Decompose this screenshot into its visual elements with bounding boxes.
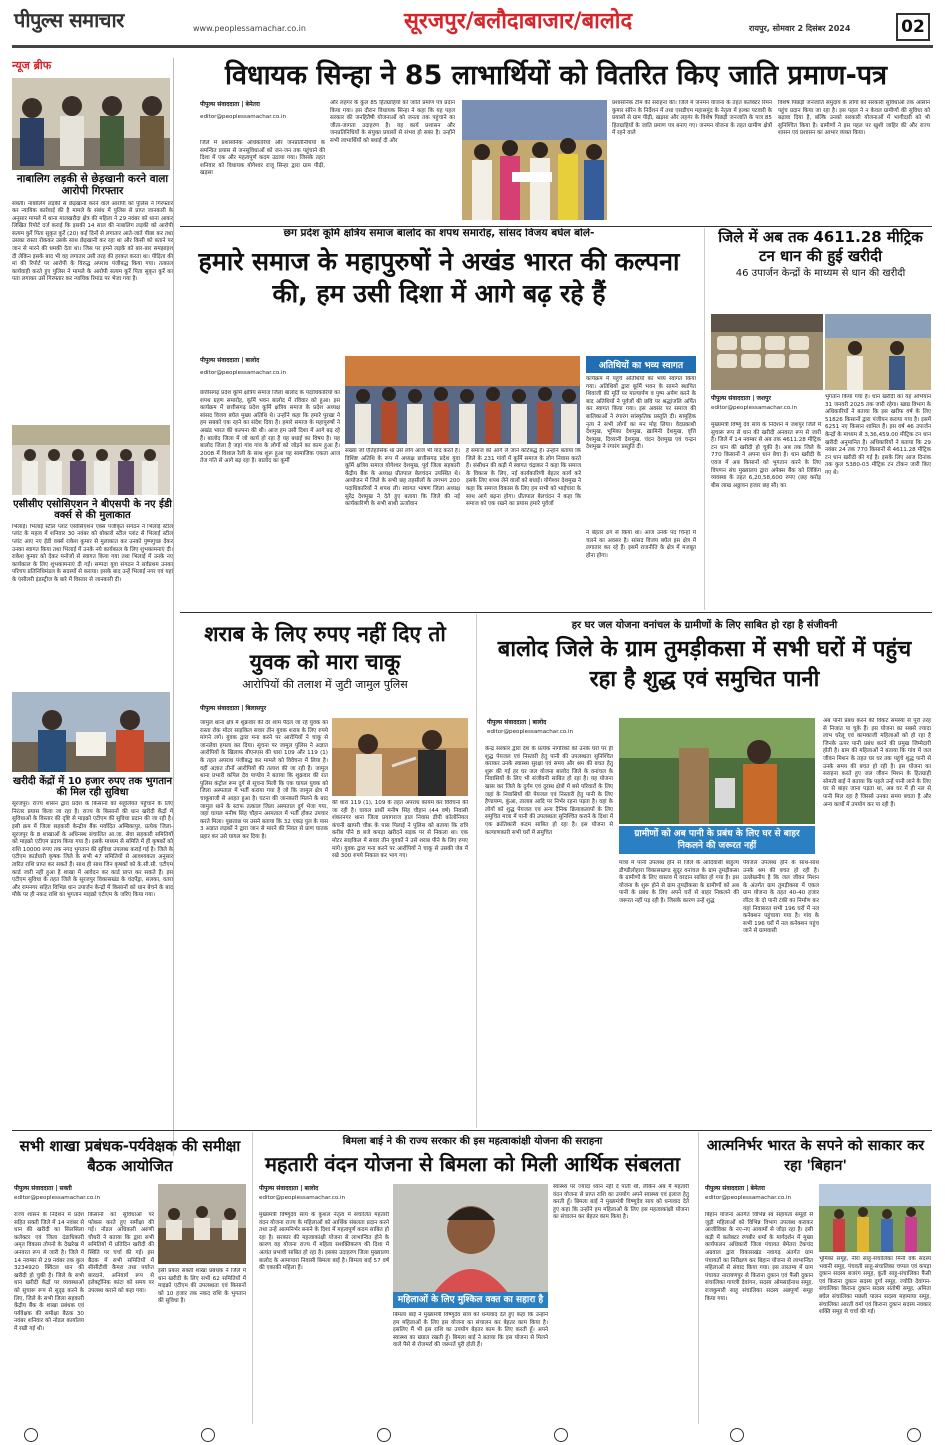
logo-text: पीपुल्स समाचार (14, 8, 124, 32)
paddy-story (704, 228, 932, 610)
liquor-story (180, 614, 470, 1128)
water-headline: बालोद जिले के ग्राम तुमड़ीकसा में सभी घरों में पहुंच रहा है शुद्ध एवं समुचित पानी (497, 637, 912, 693)
paddy-byline: पीपुल्स संवाददाता (711, 395, 751, 402)
kurmi-col-b: संख्या जो ऐतिहासिक था उसे लोग आज भी याद करते हैं। विशिष्ट अतिथि के रूप में अध्यक्ष छत्तीसगढ़ प्रदेश युवा कूर्मि क्षत्रिय समाज योगेश्वर देशमुख, पूर्व जिला सहकारी केंद्रीय बैंक के अध्यक्ष प्रीतपाल बेलचंदन उपस्थित थे। आयोजन में जिले के सभी छह तहसीलों के लगभग 200 पदाधिकारियों ने शपथ ली। स्वागत भाषण जिला अध्यक्ष सुरेंद्र देशमुख ने देते हुए बताया कि जिले की नई कार्यकारिणी के सभी साथी ऊर्जावान (345, 448, 460, 508)
review-meta: पीपुल्स संवाददाता | सक्ती editor@peoplessamachar.co.in (14, 1184, 154, 1208)
bihan-place: बेमेतरा (750, 1185, 765, 1192)
water-col-b: मात्रा में पानी उपलब्ध होने से जिले के आदिवासी बाहुल्य डौण्डीलोहारा विकासखण्ड सुदूर वनांचल के ग्राम तुमड़ीकसा के ग्रामीणों के लिए वास्तव में वरदान साबित हो गया है। इस योजना के शुरू होने से ग्राम तुमड़ीकसा के ग्रामीणों को अब पानी के प्रबंध के लिए अपने घरों से बाहर निकलने की जरूरत नहीं पड़ रही है। जिसके कारण उन्हें शुद्ध (619, 860, 739, 904)
water-col-a: केन्द्र सरकार द्वारा देश के प्रत्येक नागरिकों को उनके घरों पर ही शुद्ध पेयजल एवं निस्तारी हेतु पानी की उपलब्धता सुनिश्चित कराकर उनके स्वास्थ्य सुरक्षा एवं समय और श्रम की बचत हेतु शुरू की गई हर घर जल योजना बालोद जिले के वनांचल के निवासियों के लिए भी संजीवनी साबित हो रहा है। यह योजना खास कर जिले के दुर्गम एवं दूरस्थ क्षेत्रों में बसे परिवारों के लिए जहां के निवासियों की पेयजल एवं निस्तारी हेतु पानी के लिए हैण्डपम्प, कुंआ, तालाब आदि पर निर्भर रहना पड़ता है। वहां के लोगों को शुद्ध पेयजल एवं अन्य दैनिक क्रियाकलापों के लिए समुचित मात्रा में पानी की उपलब्धता सुनिश्चित कराने के दिशा में एक क्रांतिकारी कदम साबित हो रहा है। इस योजना से कल्याणकारी सभी घरों में समुचित (485, 746, 613, 836)
kurmi-kicker: छग प्रदेश कूर्मि क्षत्रिय समाज बालोद का शपथ समारोह, सांसद विजय बघेल बोले- (283, 228, 595, 239)
water-meta: पीपुल्स संवाददाता | बालोद editor@peoplessamachar.co.in (487, 718, 617, 742)
registration-mark-icon (907, 1428, 921, 1442)
bihan-byline: पीपुल्स संवाददाता (705, 1185, 745, 1192)
bimla-col-a: मुख्यमंत्री विष्णुदेव साय के कुशल नेतृत्व में संचालित महतारी वंदन योजना राज्य के महिलाओं को आर्थिक संबलता प्रदान करने तथा उन्हें आत्मनिर्भर बनाने के दिशा में महत्वपूर्ण कदम साबित हो रहा है। सरकार की महत्वाकांक्षी योजना से लाभान्वित होने के कारण वह योजना राज्य में महिला सशक्तिकरण की दिशा में अत्यंत प्रभावी साबित हो रहा है। इसका उदाहरण जिला मुख्यालय बालोद के आमापारा निवासी बिमला बाई है। बिमला बाई 57 वर्ष की एकाकी महिला हैं। (259, 1212, 389, 1272)
top-story-byline: पीपुल्स संवाददाता (200, 101, 240, 108)
registration-mark-icon (201, 1428, 215, 1442)
bimla-story (252, 1132, 692, 1424)
certificate-distribution-photo (462, 100, 607, 220)
news-brief-heading: न्यूज ब्रीफ (12, 59, 52, 72)
kurmi-byline: पीपुल्स संवाददाता (200, 357, 240, 364)
page-number: 02 (896, 13, 930, 41)
review-meeting-story (12, 1132, 248, 1424)
paddy-sub: 46 उपार्जन केन्द्रों के माध्यम से धान की खरीदी (735, 268, 906, 279)
water-kicker: हर घर जल योजना वनांचल के ग्रामीणों के लिए साबित हो रहा है संजीवनी (571, 620, 838, 631)
kurmi-col-a: छत्तीसगढ़ प्रदेश कूर्मि क्षत्रिय समाज जिला बालोद के पदाधिकारियों का शपथ ग्रहण समारोह, कूर्मि भवन बालोद में रविवार को हुआ। इस कार्यक्रम में छत्तीसगढ़ प्रदेश कूर्मि क्षत्रिय समाज के प्रदेश अध्यक्ष सांसद विजय बघेल मुख्य अतिथि थे। उन्होंने कहा कि हमारे पुरखा ने हम सबको एक रहने का संदेश दिया है। हमारे समाज के महापुरुषों ने अखंड भारत की कल्पना की थी। आज हम उसी दिशा में आगे बढ़ रहे हैं। बालोद जिला में जो कार्य हो रहा है यह बधाई का विषय है। यह बालोद जिला है जहां गांव गांव के लोगों को जोड़ने का काम हुआ है। 2008 में विशाल रैली के साथ शुरू हुआ यह सामाजिक एकता आज तेज गति से आगे बढ़ रहा है। बालोद का कूर्मी (200, 390, 340, 465)
water-story (476, 614, 932, 1128)
liquor-meta: पीपुल्स संवाददाता | बिलासपुर (200, 705, 267, 712)
kurmi-ceremony-photo (345, 356, 580, 444)
paddy-headline: जिले में अब तक 4611.28 मीट्रिक टन धान की हुई खरीदी (718, 228, 923, 265)
guests-box (586, 356, 696, 608)
liquor-col-b: की धारा 119 (1), 109 के तहत अपराध कायम कर विवेचना की जा रही है। घायल प्रार्थी मनीष सिंह चौहान (44 वर्ष) निवासी शंकरनगर थाना जिला प्रयागराज हाल निवास डीपी कॉलोनियल कंचनी खापरी चौक के पास पिलाई ने पुलिस को बताया कि रात्रि करीब पौने 8 बजे कपड़ा खरीदने सड़क पर से निकला था। एक मोटर साइकिल में सवार तीन युवकों ने उसे शराब पीने के लिए रुपए मांगे। युवक द्वारा मना करने पर आरोपियों ने चाकू से उसकी जेब में रखे 300 रुपये निकाल कर भाग गए। (332, 800, 468, 860)
bihan-photo (819, 1184, 931, 1252)
water-byline: पीपुल्स संवाददाता (487, 719, 527, 726)
paddy-photo-2 (825, 314, 931, 390)
liquor-col-a: जामुल थाना क्षेत्र में शुक्रवार की देर शाम पैदल जा रहे युवक का रास्ता रोक मोटर साइकिल सवार तीन युवक शराब के लिए रुपये मांगने लगे। युवक द्वारा मना करने पर आरोपियों ने चाकू से जानलेवा हमला कर दिया। सूचना पर जामुल पुलिस ने अज्ञात आरोपियों के खिलाफ बीएनएस की धारा 109 और 119 (1) के तहत अपराध पंजीबद्ध कर मामले को विवेचना में लिया है। वहीं अज्ञात तीनों आरोपियों की तलाश की जा रही है। जामुल थाना प्रभारी कपिल देव पाण्डेय ने बताया कि शुक्रवार की रात पुलिस कंट्रोल रूम दुर्ग से सूचना मिली कि एक घायल युवक को जिला अस्पताल में भर्ती कराया गया है जो कि जामुल क्षेत्र में चाकूबाजी से आहत हुआ है। घटना की जानकारी मिलने के बाद जामुल थाने के स्टाफ तत्काल जिला अस्पताल दुर्ग भेजा गया, जहां घायल मनीष सिंह चौहान अस्पताल में भर्ती होकर उपचार करते मिला। पूछताछ पर उसने बताया कि 32 एकड़ पुल के पास 3 अज्ञात लड़कों ने द्वारा जान से मारने की नियत से प्राण घातक प्रहार कर उसे घायल कर दिया है। (200, 720, 328, 840)
divider-bottom (12, 1130, 932, 1131)
registration-mark-icon (730, 1428, 744, 1442)
paddy-email: editor@peoplessamachar.co.in (711, 405, 798, 411)
bimla-meta: पीपुल्स संवाददाता | बालोद editor@peoplessamachar.co.in (259, 1184, 399, 1208)
bihan-col-a: बिहान योजना अंतर्गत विभिन्न स्व सहायता समूहों से जुड़ी महिलाओं को विभिन्न विभाग उपलब्ध कराकर आजीविका के नए-नए आयामों से जोड़ा रहा है। इसी कड़ी में कलेक्टर रणबीर शर्मा के मार्गदर्शन में मुख्य कार्यपालन अधिकारी जिला पंचायत बेमेतरा टेकचंद अग्रवाल द्वारा विकासखंड नवागढ़ अंतर्गत ग्राम पंचायतों का निरीक्षण कर बिहान योजना से लाभान्वित महिलाओं से संवाद किया गया। इस तारतम्य में ग्राम पंचायत नारायणपुर से किराना दुकान एवं फैंसी दुकान संचालिका गायत्री देवांगन, सदस्य ओमसाईनाथ समूह, राजकुमारी साहू संचालिका सदस्य अन्नपूर्णा समूह किया गया। (705, 1212, 813, 1302)
bimla-email: editor@peoplessamachar.co.in (259, 1195, 346, 1201)
divider-top (180, 226, 932, 227)
registration-mark-icon (377, 1428, 391, 1442)
masthead-rule (12, 45, 933, 48)
review-col-a: राज्य शासन के निर्देशन में प्रदेश सहित सक्ती जिले में 14 नवंबर से धान की खरीदी का सिलसिला कलेक्टर एवं जिला दंडाधिकारी अमृत विकास तोपनो के देखरेख में अनवरत रूप से जारी है। जिले में 14 नवम्बर से 29 नवंबर तक कुल 3234920 क्विंटल धान की खरीदी हो चुकी है। जिले के सभी धान खरीदी केंद्रों पर व्यवस्थाओं को सुचारू रूप से सुदृढ़ करने के लिए, जिले के सभी जिला सहकारी केंद्रीय बैंक के शाखा प्रबंधक एवं पर्यवेक्षक की समीक्षा बैठक 30 नवंबर शनिवार को नोडल कार्यालय में रखी गई थी। (14, 1212, 84, 1332)
paddy-photo-1 (711, 314, 823, 390)
water-photo (619, 718, 815, 824)
bimla-kicker: बिमला बाई ने की राज्य सरकार की इस महत्वाकांक्षी योजना की सराहना (342, 1136, 603, 1147)
arrest-title: नाबालिग लड़की से छेड़खानी करने वाला आरोपी गिरफ्तार (16, 173, 169, 197)
guests-box-body: कार्यक्रम में पहुंचे अतिथियों का भव्य स्वागत किया गया। अतिथियों द्वारा कूर्मि भवन के सामने स्थापित शिवाजी की मूर्ति पर माल्यार्पण व पुष्प अर्पण करने के बाद अतिथियों ने पूर्वजों की छवि पर श्रद्धांजलि अर्पित कर स्वागत किया गया। इस अवसर पर समाज की बालिकाओं ने रंगारंग सांस्कृतिक प्रस्तुति दी। सामूहिक नृत्य ने सभी लोगों का मन मोह लिया। वेदप्रकाशी देशमुख, भूमिका देशमुख, ख़ामिनी देशमुख, वृत्ति देशमुख, दिव्यानी देशमुख, चंदन देशमुख एवं चन्द्रन देशमुख ने रंगारंग प्रस्तुति दी। (586, 376, 696, 451)
top-story-email: editor@peoplessamachar.co.in (200, 114, 287, 120)
paddy-place: जशपुर (756, 395, 771, 402)
registration-mark-icon (554, 1428, 568, 1442)
water-col-d: अब पानी प्रबंध करने की विकट समस्या से पूरी तरह से निजात पा चुके हैं। इस योजना का सबसे ज्यादा लाभ घरेलू एवं कामकाजी महिलाओं को हो रहा है जिनके ऊपर पानी प्रबंध करने की प्रमुख जिम्मेदारी होती है। ग्राम की महिलाओं ने बताया कि गांव में जल जीवन मिशन के तहत घर घर तक पहुंचे शुद्ध पानी से उनके समय की बचत हो रही है। इस योजना का सराहना करते हुए जल जीवन मिशन के हितग्राही सोमती बाई ने बताया कि पहले उन्हें पानी लाने के लिए घर से बाहर जाना पड़ता था, अब घर में ही नल से पानी मिल रहा है जिससे उनका समय बचता है और अन्य कार्यों में उपयोग कर पा रही हैं। (823, 718, 931, 808)
kurmi-col-d: ने बेहतर ढंग से किया था। आज उनके पद चिन्हों में चलने का अवसर है। सांसद विजय बघेल इस क्षेत्र में लगातार कर रहे हैं। इसमें राजनीति के क्षेत्र में मजबूत होना होगा। (586, 530, 696, 559)
bihan-email: editor@peoplessamachar.co.in (705, 1195, 792, 1201)
bimla-photo (393, 1184, 548, 1294)
review-col-c: इसी प्रकार सक्ती शाखा प्रबंधक ने जिले में धान खरीदी के लिए सभी 62 समितियों में माइक्रो एटीएम की उपलब्धता एवं किसानों को 10 हजार तक नकद राशि के भुगतान की सुविधा है। (158, 1268, 246, 1305)
bimla-col-b: बिमला बाई ने मुख्यमंत्री विष्णुदेव साय को धन्यवाद देते हुए कहा कि उन्होंने हम महिलाओं के लिए इस योजना का संचालन कर बेहतर काम किया है। इसलिए मैं भी इस राशि का उपयोग बेहतर काम के लिए करती हूँ। अपने स्वास्थ्य का ख्याल रखती हूँ। बिमला बाई ने बताया कि इस योजना से मिलने वाले पैसे से रोजमर्रा की जरूरतें पूरी होती हैं। (393, 1312, 548, 1349)
bihan-meta: पीपुल्स संवाददाता | बेमेतरा editor@peoplessamachar.co.in (705, 1184, 835, 1208)
paddy-meta: पीपुल्स संवाददाता | जशपुर editor@peoplessamachar.co.in (711, 394, 823, 418)
bihan-story (698, 1132, 932, 1424)
atm-title: खरीदी केंद्रों में 10 हजार रुपए तक भुगतान की मिल रही सुविधा (12, 775, 173, 799)
atm-body: सूरजपुर। राज्य शासन द्वारा प्रदेश के किसानों को सहूलियत पहुँचाने के लिए निरंतर प्रयास किया जा रहा है। राज्य के किसानों की धान खरीदी केंद्रों में सुविधाओं के विस्तार की दृष्टि से माइक्रो एटीएम की सुविधा प्रदान की जा रही है। इसी क्रम में जिला सहकारी केन्द्रीय बैंक मर्यादित अम्बिकापुर, प्रत्येक जिला-सूरजपुर के 8 शाखाओं के अधिनस्थ संचालित आ.जा. सेवा सहकारी समितियों को माइक्रो एटीएम प्रदाय किया गया है। इसके माध्यम से समिति में ही कृषकों को राशि 10000 रुपए तक नगद भुगतान की सुविधा उपलब्ध कराई गई है। जिले के एटीएम कार्डधारी कृषक जिले के सभी 47 समितियों से आवश्यकता अनुसार त्वरित राशि प्राप्त कर सकते हैं। साथ ही साथ जिन कृषकों को के.सी.सी. एटीएम कार्ड जारी नहीं हुआ है शाखा में आवेदन कर कार्ड प्राप्त कर सकते हैं। इस एटीएम सुविधा के तहत जिले के सूरजपुर विकासखंड के चंदपेंड्रा, सलका, वतरा और रामनगर सहित विभिन्न धान उपार्जन केन्द्रों में किसानों को धान बेचने के बाद मौके पर ही नकद राशि का भुगतान माइक्रो एटीएम के जरिए किया गया। (12, 801, 173, 899)
divider-mid (180, 612, 932, 613)
news-brief-column (12, 58, 174, 1156)
review-headline: सभी शाखा प्रबंधक-पर्यवेक्षक की समीक्षा बैठक आयोजित (19, 1137, 241, 1175)
acca-meeting-photo (12, 425, 170, 495)
liquor-headline: शराब के लिए रुपए नहीं दिए तो युवक को मारा चाकू (204, 622, 446, 674)
atm-photo (12, 692, 170, 772)
section-title: सूरजपुर/बलौदाबाजार/बालोद (404, 9, 633, 34)
acca-title: एसीसीए एसोसिएशन ने बीएसपी के नए ईडी वर्क्स से की मुलाकात (13, 498, 172, 521)
masthead (0, 0, 945, 56)
liquor-illustration (332, 718, 468, 796)
liquor-sub: आरोपियों की तलाश में जुटी जामुल पुलिस (242, 678, 408, 691)
bihan-headline: आत्मनिर्भर भारत के सपने को साकार कर रहा 'बिहान' (706, 1138, 925, 1174)
print-registration-bar (0, 1425, 945, 1445)
kurmi-story (180, 228, 698, 610)
liquor-place: बिलासपुर (245, 705, 267, 712)
bimla-byline: पीपुल्स संवाददाता (259, 1185, 299, 1192)
top-story-col-d: विशेष पिछड़ी जनजाति समुदाय के लोगों को सरकारी सुविधाओं तक आसान पहुंच प्रदान किया जा रहा है। इस पहल ने न केवल ग्रामीणों की सुविधा को बढ़ावा दिया है, बल्कि उनको सरकारी योजनाओं में भागीदारी को भी सुनिश्चित किया है। ग्रामीणों ने इस पहल पर खुशी जाहिर की और राज्य शासन एवं प्रशासन का आभार व्यक्त किया। (778, 100, 930, 137)
arrest-photo (12, 78, 170, 170)
bihan-col-b: भूमिका समूह, नीरा साहू-संचालिका मिनी वर्क सदस्य भवानी समूह, पंचवती साहू-संचालिका चप्पल एवं कपड़ा दुकान सदस्य बजरंग समूह, कुंती साहू-संचालिका फैंसी एवं किराना दुकान सदस्य दुर्गा समूह, ज्योति देवांगन-संचालिका किराना दुकान सदस्य संतोषी समूह, अमिता बघेल संचालिका मछली पालन सदस्य महामाया समूह, संचालिका आरती वर्मा एवं किराना दुकान सदस्य नवकार शक्ति समूह से चर्चा की गई। (819, 1256, 931, 1316)
top-story-place: बेमेतरा (245, 101, 260, 108)
water-email: editor@peoplessamachar.co.in (487, 729, 574, 735)
kurmi-col-c: हैं समाज को आगे ले जाने कटिबद्ध हैं। उन्होंने बताया कि जिले के 231 गांवों में कूर्मि समाज के लोग निवास करते हैं। संसीधन की कड़ी में स्वागत चंद्राकर ने कहा कि समाज के विकास के लिए, नई कार्यकारिणी बेहतर कार्य करे इसके लिए शपथ लेने वालों को बधाई। योगेश्वर देशमुख ने कहा कि समाज विकास के लिए हम सभी को भाईचारा के साथ आगे बढ़ना होगा। प्रीतपाल बेलचंदन ने कहा कि समाज को एक रखने का प्रयास हमारे पूर्वजों (466, 448, 581, 508)
review-email: editor@peoplessamachar.co.in (14, 1195, 101, 1201)
kurmi-place: बालोद (245, 357, 260, 364)
review-place: सक्ती (59, 1185, 72, 1192)
top-story-meta: पीपुल्स संवाददाता | बेमेतरा editor@peoplessamachar.co.in (200, 100, 325, 130)
masthead-url: www.peoplessamachar.co.in (193, 24, 306, 33)
top-story-col-b: और लहगंर के कुल 85 हितग्राहियों को जाति प्रमाण पत्र प्रदान किया गया। इस दौरान विधायक सिन्हा ने कहा कि यह पहल सरकार की जनहितैषी योजनाओं को जनता तक पहुंचाने का जीता-जागता उदाहरण है। यह कार्य प्रशासन और जनप्रतिनिधियों के संयुक्त प्रयासों से संभव हो सका है। उन्होंने सभी लाभार्थियों को बधाई दी और (330, 100, 455, 144)
water-col-c: पेयजल उपलब्ध होने के साथ-साथ उनके श्रम की बचत हो रही है। उल्लेखनीय है कि जल जीवन मिशन के अंतर्गत ग्राम तुमड़ीकसा में एकल ग्राम योजना के तहत 40-40 हजार लीटर के दो पानी टंकी का निर्माण कर यहां निवासरत सभी 196 घरों में नल कनेक्शन पहुंचाया गया है। गांव के सभी 196 घरों में नल कनेक्शन पहुंच जाने से ग्रामवासी (743, 860, 819, 935)
top-story-headline: विधायक सिन्हा ने 85 लाभार्थियों को वितरित किए जाति प्रमाण-पत्र (224, 60, 888, 91)
water-caption: ग्रामीणों को अब पानी के प्रबंध के लिए घर से बाहर निकलने की जरूरत नहीं (619, 826, 815, 854)
guests-box-title: अतिथियों का भव्य स्वागत (586, 356, 696, 373)
kurmi-headline: हमारे समाज के महापुरुषों ने अखंड भारत की कल्पना की, हम उसी दिशा में आगे बढ़ रहे हैं (198, 247, 680, 308)
arrest-body: सक्ती। नाबालिग लड़की से छेड़खानी करने वाले आरोपी को पुलिस ने गिरफ्तार कर न्यायिक कार्रवाई की है मामले के संबंध में पुलिस से प्राप्त जानकारी के अनुसार मामले में थाना मालखरौदा क्षेत्र की महिला ने 29 नवंबर को थाना आकर लिखित रिपोर्ट दर्ज कराई कि इसकी 14 साल की नाबालिग लड़की को आरोपी सत्यम कुर्रे पिता सुकृत कुर्रे (20) कई दिनों से लगातार आते-जाते पीछा कर तथा उसका रास्ता रोककर उसके साथ छेड़खानी कर रहा था और किसी को बताने पर जान से मारने की धमकी देता था। जिस पर हमने लड़के को बार-बार समझाइश दी लेकिन इसके बाद भी वह लगातार उसी तरह की हरकत करता था। पीड़िता की मां की रिपोर्ट पर आरोपी के विरुद्ध अपराध पंजीबद्ध किया गया। तत्काल कार्यवाही करते हुए पुलिस ने मामले के आरोपी सत्यम कुर्रे पिता सुकृत कुर्रे का पता लगाकर उसे गिरफ्तार कर न्यायिक रिमांड पर भेजा गया है। (12, 200, 173, 283)
paddy-col-b: भुगतान किया गया है। धान खरीदी का यह अभियान 31 जनवरी 2025 तक जारी रहेगा। खाद्य विभाग के अधिकारियों ने बताया कि इस खरीफ वर्ष के लिए 51826 किसानों द्वारा पंजीयन कराया गया है। इसमें 6251 नए किसान शामिल हैं। इस वर्ष 46 उपार्जन केन्द्रों के माध्यम से 3,36,459.00 मीट्रिक टन धान खरीदी अनुमानित है। अधिकारियों ने बताया कि 29 नवंबर 24 तक 770 किसानों से 4611.28 मीट्रिक टन धान खरीदी की गई है। इसके लिए आज दिनांक तक कुल 5380-03 मीट्रिक टन टोकन जारी किए गए थे। (825, 394, 931, 476)
bimla-place: बालोद (304, 1185, 319, 1192)
review-byline: पीपुल्स संवाददाता (14, 1185, 54, 1192)
liquor-byline: पीपुल्स संवाददाता (200, 705, 240, 712)
masthead-logo (14, 6, 124, 32)
kurmi-meta: पीपुल्स संवाददाता | बालोद editor@peoplessamachar.co.in (200, 356, 400, 386)
bimla-col-c: स्वास्थ्य पर ज्यादा ध्यान नहीं दे पाती थी, लेकिन अब मैं महतारी वंदन योजना से प्राप्त राशि का उपयोग अपने स्वास्थ्य एवं इलाज हेतु करती हूँ। बिमला बाई ने मुख्यमंत्री विष्णुदेव साय को धन्यवाद देते हुए कहा कि उन्होंने हम महिलाओं के लिए इस महत्वाकांक्षी योजना का संचालन कर बेहतर काम किया है। (553, 1184, 689, 1221)
acca-body: भिलाई। भिलाई स्टील प्लांट एसोसिएशन एक्स पंजीकृत संगठन ने भिलाई स्टील प्लांट के महत्व में शनिवार 30 नवंबर को बोकारो स्टील प्लांट से भिलाई स्टील प्लांट आए नए ईडी वर्क्स राकेश कुमार से मुलाकात कर उनको पुष्पगुच्छ देकर उनका स्वागत किया तथा भिलाई में उनके नये कार्यकाल के लिए शुभकामनाएं दी। राकेश कुमार को देकर मनोजों से स्वागत किया गया तथा भिलाई में उनके नए कार्यकाल के लिए शुभकामनाएं दी गईं। सम्पदा युवा संगठन ने सर्वप्रथम उनका परिचय प्रतिनिधिमंडल के सदस्यों से कराया। इसके बाद उन्हें भिलाई नगर एवं यहां के एंसीलरी इंडस्ट्रीज के बारे में विस्तार से जानकारी दी। (12, 523, 173, 584)
review-photo (158, 1184, 246, 1264)
registration-mark-icon (24, 1428, 38, 1442)
top-story (180, 56, 932, 224)
bimla-caption: महिलाओं के लिए मुश्किल वक्त का सहारा है (393, 1292, 548, 1308)
review-col-b: किसानों को सुविधाओं पर फोकस करते हुए समीक्षा की गई। नोडल अधिकारी अरुणी चौधरी ने बताया कि द्वारा सभी समितियों में प्रतिदिन खरीदी की स्थिति पर चर्चा की गई। इस बैठक में सभी समितियों में सीसीटीवी कैमरा तथा पर्याप्त बारदाने, अनिवार्य रूप से इलेक्ट्रॉनिक कांटा को समय पर उपलब्ध कराने को कहा गया। (88, 1212, 154, 1294)
water-place: बालोद (532, 719, 547, 726)
kurmi-email: editor@peoplessamachar.co.in (200, 370, 287, 376)
top-story-col-c: प्रशासनिक टीम की सराहना की। जिले में जनमन योजना के तहत कलेक्टर रिमन कुमार सोरेन के निर्देशन में तथा एसडीएम महासमुंद के नेतृत्व में हल्का पटवारी के प्रयासों से ग्राम पीढ़ी, खड़सा और लहगंर के विशेष पिछड़ी जनजाति के पात्र 85 हितग्राहियों के जाति प्रमाण पत्र बनाए गए। जनमन योजना के तहत ग्रामीण क्षेत्रों में रहने वाले (612, 100, 772, 137)
paddy-col-a: मुख्यमंत्री विष्णु देव साय के निर्देशन में जशपुर जिले में सुचारू रूप से धान की खरीदी अनवरत रूप से जारी है। जिले में 14 नवम्बर से अब तक 4611.28 मीट्रिक टन धान की खरीदी हो चुकी है। अब तक जिले के 770 किसानों ने अपना धान बेचा है। धान खरीदी के एवज में अब किसानों को भुगतान करने के लिए विपणन संघ मुख्यालय द्वारा अपेक्स बैंक को लिंकिंग व्यवस्था के तहत 6,20,58,600 रुपए (छह करोड़ बीस लाख अठ्ठावन हजार छह सौ) का (711, 422, 821, 489)
top-story-col-a: जिले में प्रशासनिक अधिकारियों और जनप्रतिनिधियों के समन्वित प्रयास से जनसुविधाओं को जन-जन तक पहुंचाने की दिशा में एक और महत्वपूर्ण कदम उठाया गया। जिसके तहत शनिवार को विधायक योगेश्वर राजू सिन्हा द्वारा ग्राम पीढ़ी, खड़सा (200, 140, 325, 177)
bimla-headline: महतारी वंदन योजना से बिमला को मिली आर्थिक संबलता (264, 1152, 681, 1177)
dateline: रायपुर, सोमवार 2 दिसंबर 2024 (749, 24, 851, 33)
